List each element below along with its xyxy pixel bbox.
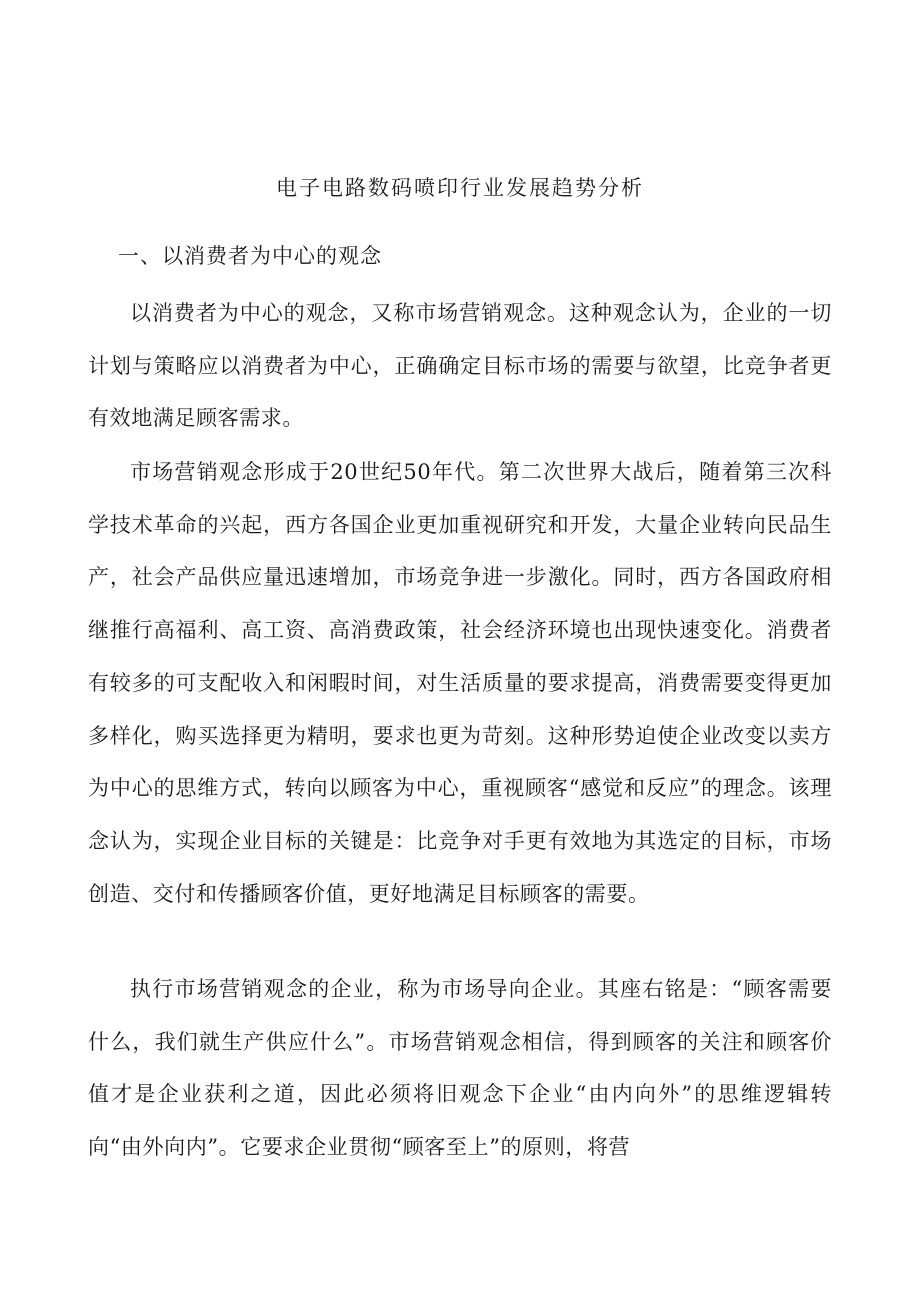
document-title: 电子电路数码喷印行业发展趋势分析 bbox=[276, 176, 644, 200]
section-heading: 一、以消费者为中心的观念 bbox=[118, 244, 382, 268]
body-paragraph-1: 以消费者为中心的观念，又称市场营销观念。这种观念认为，企业的一切计划与策略应以消费者为中心，正确确定目标市场的需要与欲望，比竞争者更有效地满足顾客需求。 bbox=[88, 301, 832, 431]
body-paragraph-2: 市场营销观念形成于20世纪50年代。第二次世界大战后，随着第三次科学技术革命的兴起，西方各国企业更加重视研究和开发，大量企业转向民品生产，社会产品供应量迅速增加，市场竞争进一步激化。同时，西方各国政府相继推行高福利、高工资、高消费政策，社会经济环境也出现快速变化。消费者有较多的可支配收入和闲暇时间，对生活质量的要求提高，消费需要变得更加多样化，购买选择更为精明，要求也更为苛刻。这种形势迫使企业改变以卖方为中心的思维方式，转向以顾客为中心，重视顾客“感觉和反应”的理念。该理念认为，实现企业目标的关键是：比竞争对手更有效地为其选定的目标，市场创造、交付和传播顾客价值，更好地满足目标顾客的需要。 bbox=[88, 460, 832, 906]
body-paragraph-3: 执行市场营销观念的企业，称为市场导向企业。其座右铭是：“顾客需要什么，我们就生产供应什么”。市场营销观念相信，得到顾客的关注和顾客价值才是企业获利之道，因此必须将旧观念下企业“由内向外”的思维逻辑转向“由外向内”。它要求企业贯彻“顾客至上”的原则，将营 bbox=[88, 977, 832, 1160]
